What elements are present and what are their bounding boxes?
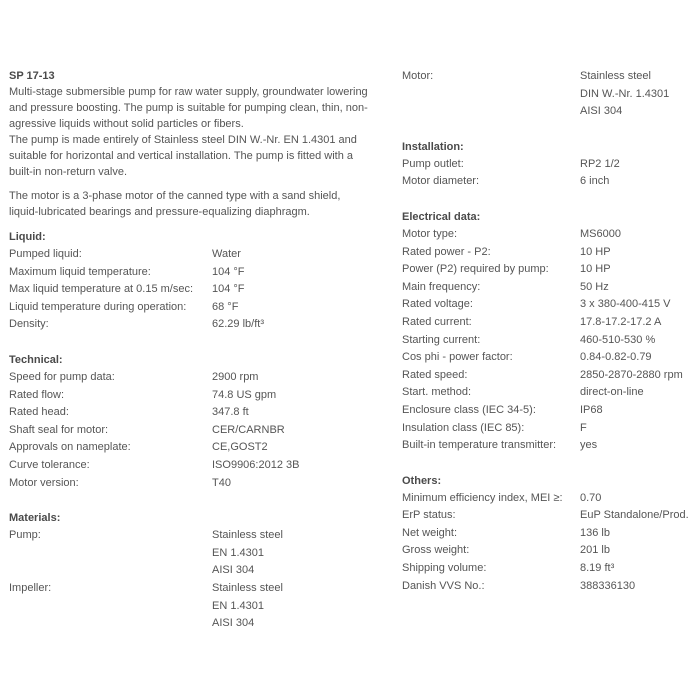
spec-label: Curve tolerance:	[9, 458, 90, 471]
spec-row	[402, 402, 697, 420]
spec-value: 136 lb	[580, 526, 610, 539]
spec-value-line: Stainless steel	[580, 70, 651, 82]
spec-row	[9, 246, 389, 264]
spec-row	[402, 490, 697, 508]
spec-label: Gross weight:	[402, 544, 470, 557]
spec-value: 388336130	[580, 579, 636, 592]
spec-row	[402, 384, 697, 402]
spec-value: 2850-2870-2880 rpm	[580, 368, 683, 381]
spec-label: Rated head:	[9, 406, 69, 419]
spec-value: EuP Standalone/Prod.	[580, 509, 689, 522]
spec-label: Insulation class (IEC 85):	[402, 421, 525, 434]
spec-value	[212, 580, 283, 633]
technical-heading: Technical:	[9, 353, 63, 366]
spec-value: F	[580, 421, 587, 434]
spec-label: Motor type:	[402, 227, 458, 240]
others-heading: Others:	[402, 474, 442, 487]
spec-label: Enclosure class (IEC 34-5):	[402, 403, 536, 416]
spec-label: Rated current:	[402, 315, 472, 328]
motor-description-line: The motor is a 3-phase motor of the canned type with a sand shield,	[9, 190, 341, 202]
spec-value: 347.8 ft	[212, 406, 249, 419]
spec-label: Start. method:	[402, 386, 472, 399]
description-line: and pressure boosting. The pump is suitable for pumping clean, thin, non-	[9, 102, 368, 114]
spec-label: Pumped liquid:	[9, 248, 82, 260]
materials-heading: Materials:	[9, 512, 61, 525]
spec-label: Minimum efficiency index, MEI ≥:	[402, 491, 563, 504]
spec-value-line: EN 1.4301	[212, 546, 264, 559]
spec-label: ErP status:	[402, 509, 456, 522]
spec-label: Impeller:	[9, 581, 52, 594]
spec-row	[402, 542, 697, 560]
spec-label: Net weight:	[402, 526, 458, 539]
spec-value: 201 lb	[580, 544, 610, 557]
spec-value: 17.8-17.2-17.2 A	[580, 315, 662, 328]
spec-row	[9, 439, 389, 457]
spec-label: Shipping volume:	[402, 562, 487, 575]
spec-value	[580, 68, 669, 121]
spec-row	[9, 387, 389, 405]
spec-label: Pump:	[9, 529, 41, 542]
spec-label: Danish VVS No.:	[402, 579, 485, 592]
product-title: SP 17-13	[9, 70, 55, 82]
spec-row	[9, 299, 389, 317]
spec-value	[212, 527, 283, 580]
spec-label: Motor diameter:	[402, 175, 480, 188]
spec-value: 68 °F	[212, 300, 239, 313]
spec-row	[402, 560, 697, 578]
spec-value-line: EN 1.4301	[212, 599, 264, 612]
spec-value: 3 x 380-400-415 V	[580, 298, 671, 311]
spec-row	[402, 156, 697, 174]
description-line: agressive liquids without solid particles or fibers.	[9, 118, 244, 130]
spec-label: Rated speed:	[402, 368, 468, 381]
spec-row	[9, 457, 389, 475]
spec-value: CE,GOST2	[212, 441, 268, 454]
spec-label: Max liquid temperature at 0.15 m/sec:	[9, 283, 194, 296]
motor-description	[9, 188, 389, 220]
spec-row	[9, 404, 389, 422]
spec-row	[402, 68, 697, 121]
spec-value: 6 inch	[580, 175, 610, 188]
spec-label: Pump outlet:	[402, 157, 464, 170]
spec-value: 0.84-0.82-0.79	[580, 351, 652, 364]
spec-row	[402, 279, 697, 297]
spec-value-line: AISI 304	[212, 564, 255, 577]
spec-label: Motor:	[402, 70, 434, 82]
spec-label: Rated flow:	[9, 388, 65, 401]
spec-label: Main frequency:	[402, 280, 481, 293]
spec-value: 0.70	[580, 491, 602, 504]
spec-value: T40	[212, 476, 231, 489]
spec-value-line: AISI 304	[212, 617, 255, 630]
spec-value: MS6000	[580, 227, 621, 240]
spec-row	[402, 173, 697, 191]
spec-label: Power (P2) required by pump:	[402, 263, 549, 276]
liquid-heading: Liquid:	[9, 231, 46, 243]
right-column	[402, 68, 697, 595]
spec-row	[9, 475, 389, 493]
spec-value: direct-on-line	[580, 386, 644, 399]
spec-row	[402, 507, 697, 525]
spec-value: 10 HP	[580, 245, 611, 258]
spec-row	[9, 580, 389, 633]
spec-value: 50 Hz	[580, 280, 609, 293]
spec-row	[402, 296, 697, 314]
spec-row	[402, 226, 697, 244]
spec-value: 62.29 lb/ft³	[212, 318, 264, 331]
spec-row	[402, 420, 697, 438]
description-line: Multi-stage submersible pump for raw water supply, groundwater lowering	[9, 86, 368, 98]
spec-label: Density:	[9, 318, 49, 331]
spec-row	[402, 314, 697, 332]
spec-label: Approvals on nameplate:	[9, 441, 131, 454]
spec-value: 460-510-530 %	[580, 333, 656, 346]
spec-label: Cos phi - power factor:	[402, 351, 513, 364]
spec-value: 104 °F	[212, 283, 245, 296]
spec-row	[402, 244, 697, 262]
spec-value: CER/CARNBR	[212, 423, 285, 436]
spec-row	[402, 349, 697, 367]
spec-value: RP2 1/2	[580, 157, 620, 170]
spec-label: Shaft seal for motor:	[9, 423, 109, 436]
spec-row	[9, 422, 389, 440]
spec-row	[9, 264, 389, 282]
spec-value: 10 HP	[580, 263, 611, 276]
spec-label: Speed for pump data:	[9, 370, 115, 383]
spec-value-line: AISI 304	[580, 105, 623, 118]
description-line: built-in non-return valve.	[9, 166, 128, 178]
spec-row	[402, 261, 697, 279]
spec-value: ISO9906:2012 3B	[212, 458, 300, 471]
spec-label: Maximum liquid temperature:	[9, 265, 151, 278]
spec-label: Starting current:	[402, 333, 481, 346]
spec-value-line: Stainless steel	[212, 581, 283, 594]
motor-description-line: liquid-lubricated bearings and pressure-equalizing diaphragm.	[9, 206, 310, 218]
spec-row	[9, 316, 389, 334]
spec-label: Rated power - P2:	[402, 245, 491, 258]
spec-value: 74.8 US gpm	[212, 388, 277, 401]
spec-value: Water	[212, 248, 241, 260]
electrical-heading: Electrical data:	[402, 210, 481, 223]
spec-value: yes	[580, 439, 598, 452]
spec-row	[9, 281, 389, 299]
spec-label: Built-in temperature transmitter:	[402, 439, 557, 452]
spec-value-line: DIN W.-Nr. 1.4301	[580, 87, 670, 100]
spec-label: Motor version:	[9, 476, 79, 489]
spec-row	[402, 367, 697, 385]
left-column	[9, 68, 389, 633]
spec-label: Liquid temperature during operation:	[9, 300, 187, 313]
description	[9, 84, 389, 180]
spec-row	[402, 332, 697, 350]
spec-value: IP68	[580, 403, 603, 416]
spec-row	[402, 437, 697, 455]
spec-value: 104 °F	[212, 265, 245, 278]
installation-heading: Installation:	[402, 140, 464, 153]
spec-value: 2900 rpm	[212, 370, 259, 383]
spec-value-line: Stainless steel	[212, 529, 283, 542]
spec-row	[9, 527, 389, 580]
description-line: suitable for horizontal and vertical installation. The pump is fitted with a	[9, 150, 354, 162]
spec-row	[402, 525, 697, 543]
description-line: The pump is made entirely of Stainless steel DIN W.-Nr. EN 1.4301 and	[9, 134, 357, 146]
spec-value: 8.19 ft³	[580, 562, 615, 575]
spec-label: Rated voltage:	[402, 298, 473, 311]
spec-row	[402, 578, 697, 596]
spec-row	[9, 369, 389, 387]
